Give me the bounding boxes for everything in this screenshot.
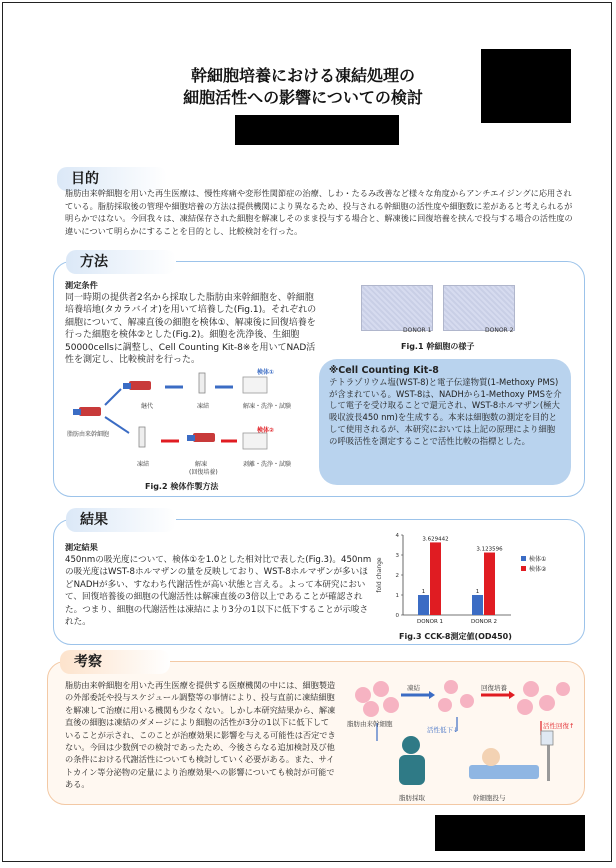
data-label: 1 [421,589,426,595]
method-heading: 方法 [66,250,176,274]
logo-block-top-right [481,49,571,123]
y-tick-label: 4 [395,533,399,539]
y-axis-label: fold change [376,557,383,593]
illus-down-label: 活性低下↓ [427,726,459,734]
discussion-text: 脂肪由来幹細胞を用いた再生医療を提供する医療機関の中には、細胞製造の外部委託や投与スケジュール調整等の事情により、投与直前に凍結細胞を解凍して治療に用いる機関も少なくない。しかし本研究結果から、解凍直後の細胞は凍結のダメージにより細胞の活性が3分の1以下に低下していることが示され、このことが治療効果に影響を与える可能性は否定できない。今回は少数例での検討であったため、今後さらなる追加検討及び他の条件における代謝活性についても検討していく必要がある。また、サイトカイン等分泌物の定量により治療効果への影響についても検討が可能である。 [65,680,336,790]
flow-sample2-label: 検体② [257,427,275,434]
cck8-title: ※Cell Counting Kit-8 [329,365,439,376]
purpose-heading: 目的 [57,167,167,191]
legend-label: 検体① [529,556,547,563]
fig3-bar-chart [371,527,571,627]
results-text-block [65,541,375,629]
arrow-icon [105,387,237,441]
discussion-heading: 考察 [60,650,170,674]
legend-swatch [521,556,526,561]
legend-swatch [521,566,526,571]
results-text: 450nmの吸光度について、検体①を1.0とした相対比で表した(Fig.3)。450nmの吸光度はWST-8ホルマザンの量を反映しており、WST-8ホルマザンが多いほどNADHが多い、すなわち代謝活性が高い状態と言える。よって本研究において、回復培養後の細胞の代謝活性は解凍直後の3倍以上であることが確認された。つまり、細胞の代謝活性は凍結により3分の1以下に低下することが示唆された。 [65,554,372,627]
results-subheading: 測定結果 [65,542,98,552]
legend-label: 検体② [529,566,547,573]
cck8-text: テトラゾリウム塩(WST-8)と電子伝達物質(1-Methoxy PMS)が含まれている。WST-8は、NADHから1-Methoxy PMSを介して電子を受け取ることで還元され、WST-8ホルマザン(極大吸収波長450 nm)を生成する。本来は細胞数の測定を目的として使用されるが、本研究においては上記の原理により細胞の呼吸活性を測定することで活性比較の指標とした。 [329,376,562,446]
donor2-image [443,285,515,331]
x-tick-label: DONOR 1 [416,619,444,625]
y-tick-label: 2 [395,573,399,579]
title-line-2: 細胞活性への影響についての検討 [183,88,423,107]
illus-harvest-label: 脂肪採取 [399,794,425,802]
purpose-text: 脂肪由来幹細胞を用いた再生医療は、慢性疼痛や変形性関節症の治療、しわ・たるみ改善など様々な角度からアンチエイジングに応用されている。脂肪採取後の管理や細胞培養の方法は提供機関により異なるため、投与される幹細胞の活性度や細胞数に差があると考えられるが明らかではない。今回我々は、凍結保存された細胞を解凍しそのまま投与する場合と、解凍後に回復培養を挟んで投与する場合の活性度の違いについて明らかにすることを目的とし、比較検討を行った。 [65,188,573,236]
flask-icon [73,407,101,416]
poster [2,2,612,862]
doctor-icon [399,736,425,785]
flow-source-label: 脂肪由来幹細胞 [67,431,110,438]
fig2-caption: Fig.2 検体作製方法 [145,482,219,491]
bar [418,595,429,615]
author-block [235,115,399,145]
flow-thaw-sub-label: (回復培養) [189,469,218,476]
discussion-illustration [341,671,579,801]
donor1-label: DONOR 1 [403,327,432,334]
logo-block-bottom-right [435,815,585,851]
flow-freeze2-label: 凍結 [137,461,150,468]
data-label: 1 [475,589,480,595]
illus-cells-label: 脂肪由来幹細胞 [347,720,393,728]
method-text-block [65,279,319,367]
bar [472,595,483,615]
flask-passage-icon [123,381,151,390]
arrow-icon [377,691,541,741]
flask-thaw-icon [187,433,215,442]
flow-freeze-label: 凍結 [197,403,210,410]
illus-up-label: 活性回復↑ [543,722,575,730]
bar [430,542,441,615]
fig3-caption: Fig.3 CCK-8測定値(OD450) [399,632,512,641]
cck8-info [329,365,563,448]
fig1-caption: Fig.1 幹細胞の様子 [401,342,475,351]
illus-recovery-label: 回復培養 [481,684,507,692]
y-tick-label: 0 [395,613,399,619]
flow-thaw-label: 解凍 [195,461,208,468]
stem-cell-icon [355,680,570,717]
method-text: 同一時期の提供者2名から採取した脂肪由来幹細胞を、幹細胞培養培地(タカラバイオ)を用いて培養した(Fig.1)。それぞれの細胞について、解凍直後の細胞を検体①、解凍後に回復培養を行った細胞を検体②とした(Fig.2)。細胞を洗浄後、生細胞50000cellsに調整し、Cell Counting Kit-8※を用いてNAD活性を測定し、比較検討を行った。 [65,292,317,365]
y-tick-label: 1 [395,593,399,599]
donor2-label: DONOR 2 [485,327,514,334]
bar [484,553,495,615]
data-label: 3.123596 [476,546,503,553]
flow-wash2-label: 剥離・洗浄・試験 [243,461,292,468]
y-tick-label: 3 [395,553,399,559]
donor1-image [361,285,433,331]
x-tick-label: DONOR 2 [470,619,498,625]
flow-wash1-label: 解凍・洗浄・試験 [243,403,292,410]
results-heading: 結果 [66,508,176,532]
plate-icon [243,377,267,449]
poster-title [123,65,483,109]
flow-passage-label: 継代 [141,403,154,410]
illus-inject-label: 幹細胞投与 [473,794,506,802]
data-label: 3.629442 [422,536,449,543]
flow-sample1-label: 検体① [257,369,275,376]
illus-freeze-label: 凍結 [407,684,420,692]
title-line-1: 幹細胞培養における凍結処理の [190,66,415,85]
patient-bed-icon [469,731,553,781]
method-subheading: 測定条件 [65,280,98,290]
